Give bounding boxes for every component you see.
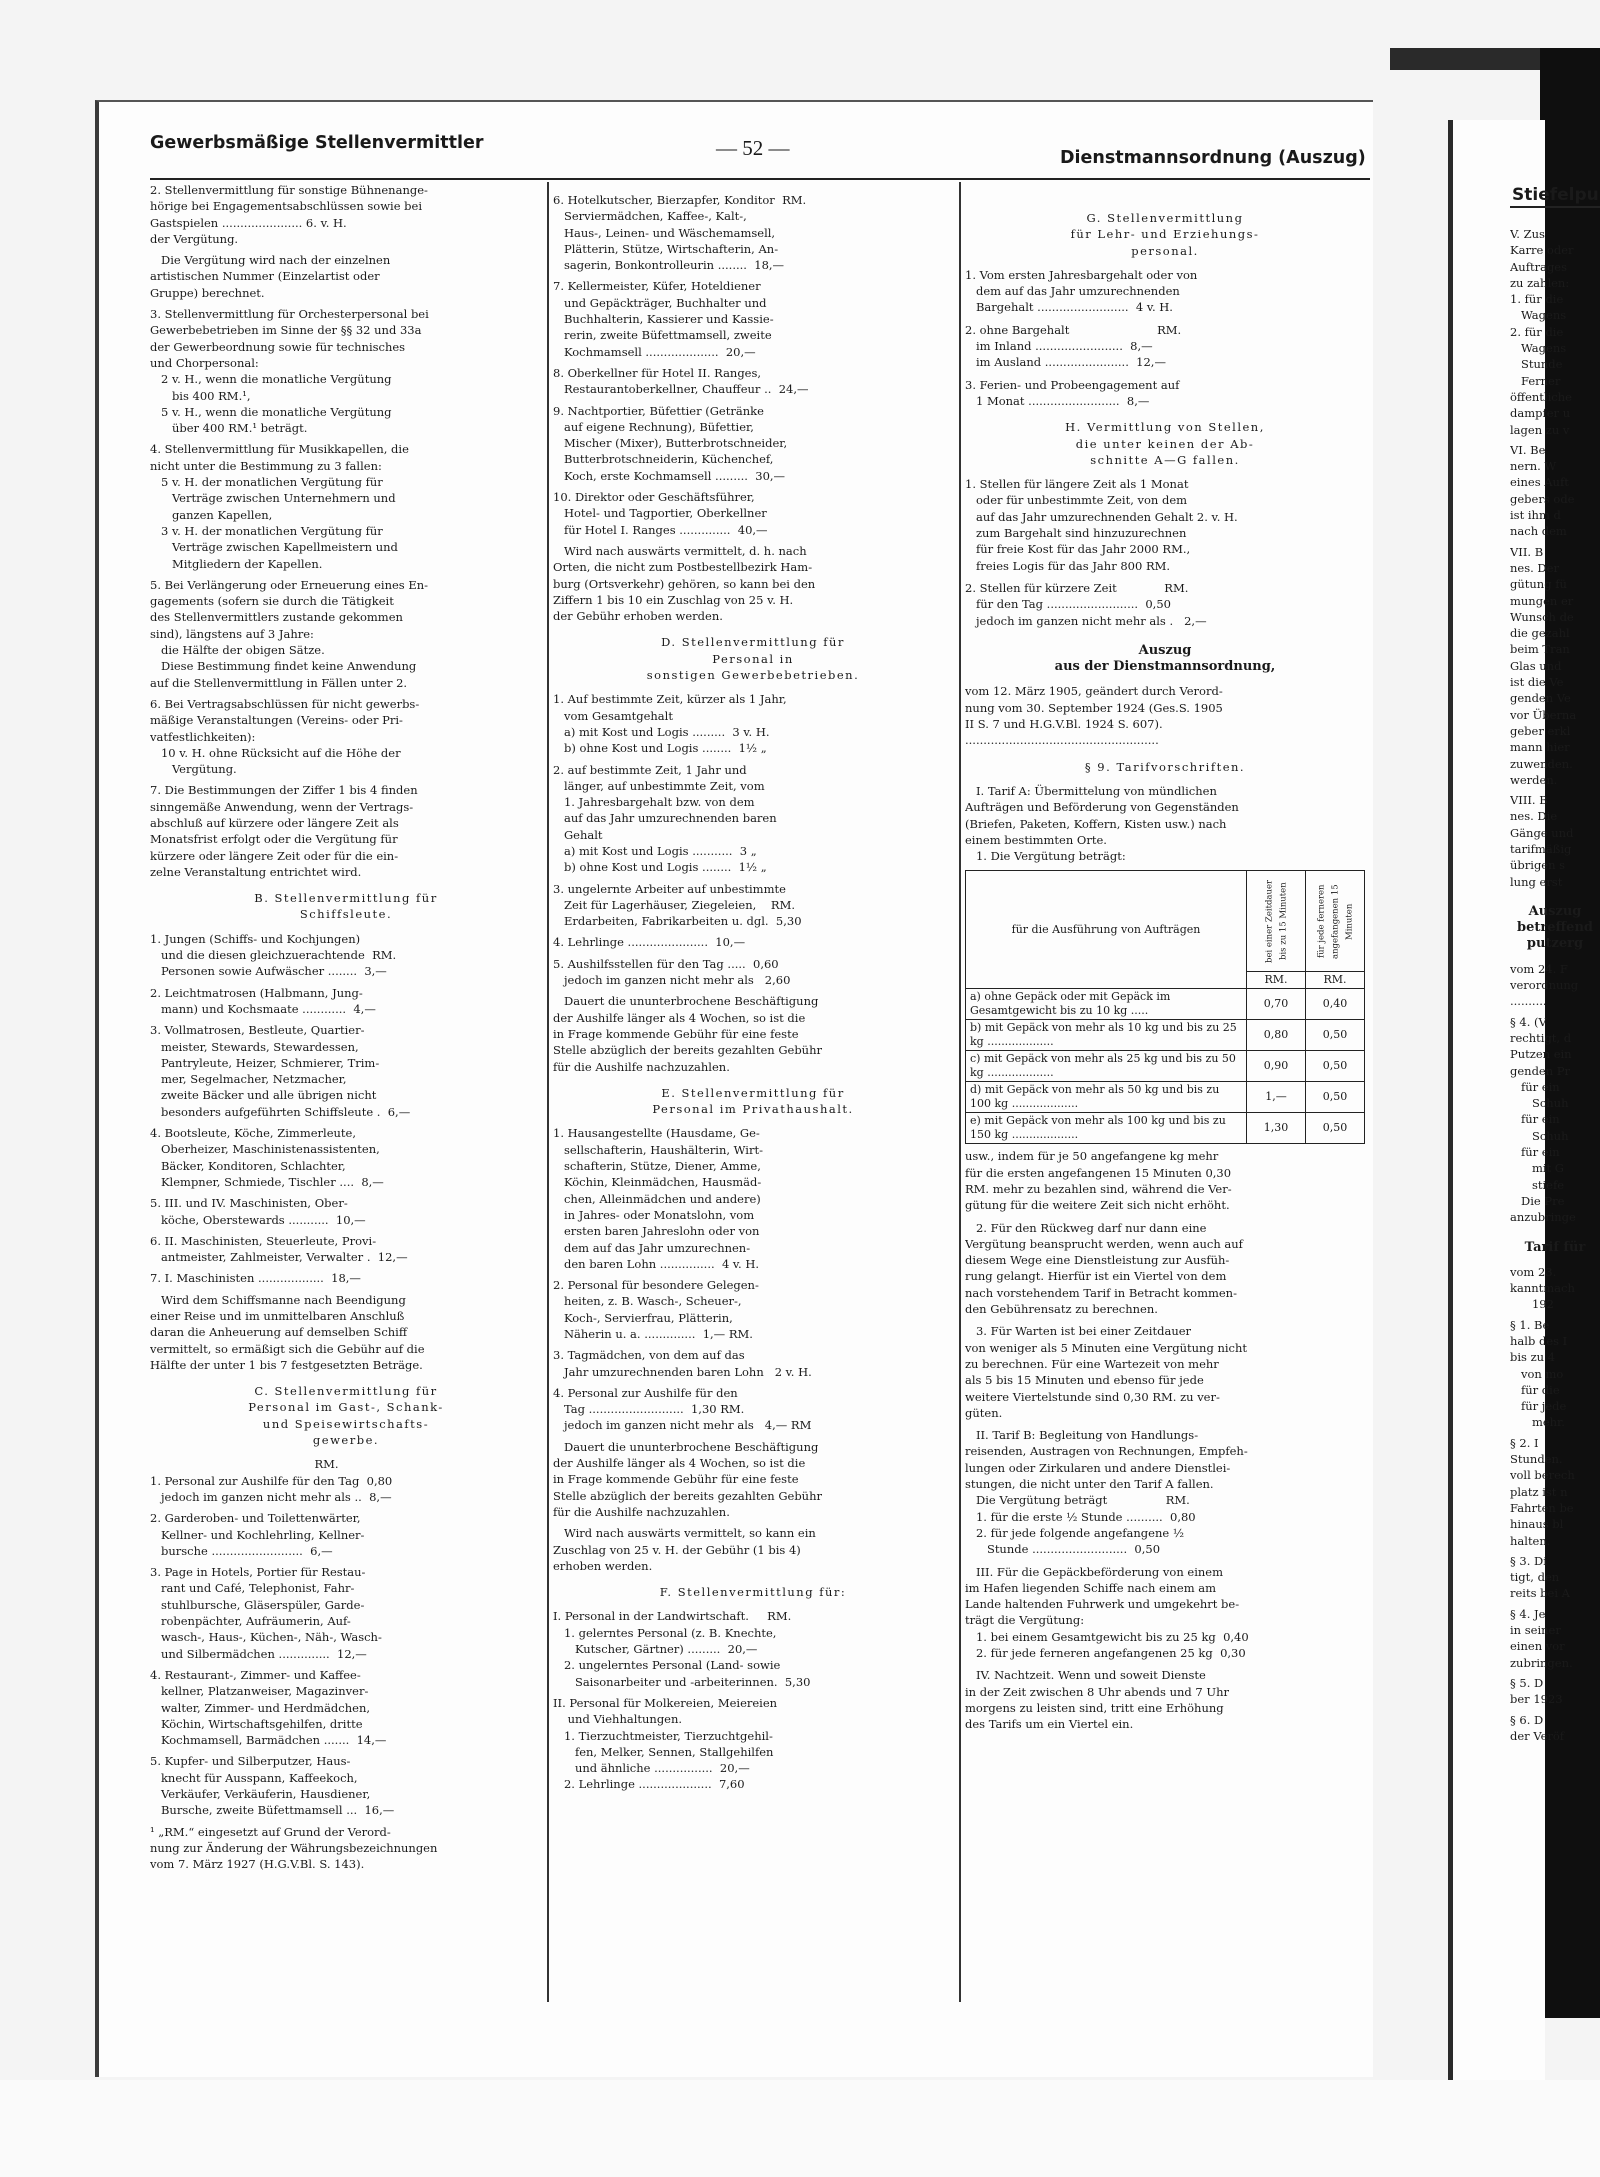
row-value-2: 0,50 <box>1306 1020 1365 1051</box>
col4-paragraph: VIII. B nes. Die Gänge und tarifmäßig übrigen s lung erst <box>1510 793 1574 889</box>
row-value-1: 0,70 <box>1247 989 1306 1020</box>
col2-paragraph: Wird nach auswärts vermittelt, d. h. nach Orten, die nicht zum Postbestellbezirk Ham- burg (Ortsverkehr) gehören, so kann bei den Ziffern 1 bis 10 ein Zuschlag von 25 v. H. der Gebühr erhoben werden. <box>553 543 816 624</box>
row-label: e) mit Gepäck von mehr als 100 kg und bis zu 150 kg ................... <box>966 1113 1247 1144</box>
col2-paragraph: 1. Auf bestimmte Zeit, kürzer als 1 Jahr, vom Gesamtgehalt a) mit Kost und Logis ......... 3 v. H. b) ohne Kost und Logis ........ 1½ „ <box>553 692 787 756</box>
col1-paragraph: 3. Stellenvermittlung für Orchesterpersonal bei Gewerbebetrieben im Sinne der §§ 32 und 33a der Gewerbeordnung sowie für technisches und Chorpersonal: 2 v. H., wenn die monatliche Vergütung bis 400 RM.¹, 5 v. H., wenn die monatliche Vergütung über 400 RM.¹ beträgt. <box>150 307 429 436</box>
col3-paragraph: 2. ohne Bargehalt RM. im Inland ........................ 8,— im Ausland ....................... 12,— <box>965 322 1182 370</box>
column-rule-1 <box>547 182 549 2002</box>
col3-paragraph: usw., indem für je 50 angefangene kg mehr für die ersten angefangenen 15 Minuten 0,30 RM. mehr zu bezahlen sind, während die Ver- gütung für die weitere Zeit sich nicht erhöht. <box>965 1149 1232 1213</box>
page-number: — 52 — <box>716 136 790 160</box>
col2-paragraph: Dauert die ununterbrochene Beschäftigung der Aushilfe länger als 4 Wochen, so ist die in Frage kommende Gebühr für eine feste Stelle abzüglich der bereits gezahlten Gebühr für die Aushilfe nachzuzahlen. <box>553 994 822 1074</box>
text-column-1 <box>150 182 542 1992</box>
col1-paragraph: B. Stellenvermittlung für Schiffsleute. <box>254 891 438 922</box>
col2-paragraph: 4. Personal zur Aushilfe für den Tag .......................... 1,30 RM. jedoch im ganzen nicht mehr als 4,— RM <box>553 1385 812 1433</box>
next-page-header: Stiefelpu <box>1512 185 1599 205</box>
table-header-col1: bei einer Zeitdauer bis zu 15 Minuten <box>1247 871 1306 972</box>
col3-paragraph: IV. Nachtzeit. Wenn und soweit Dienste in der Zeit zwischen 8 Uhr abends und 7 Uhr morgens zu leisten sind, tritt eine Erhöhung des Tarifs um ein Viertel ein. <box>965 1668 1229 1732</box>
row-label: d) mit Gepäck von mehr als 50 kg und bis zu 100 kg ................... <box>966 1082 1247 1113</box>
col2-paragraph: Wird nach auswärts vermittelt, so kann ein Zuschlag von 25 v. H. der Gebühr (1 bis 4) erhoben werden. <box>553 1526 816 1573</box>
col2-paragraph: II. Personal für Molkereien, Meiereien und Viehhaltungen. 1. Tierzuchtmeister, Tierzuchtgehil- fen, Melker, Sennen, Stallgehilfen und ähnliche ................ 20,— 2. Lehrlinge .................... 7,60 <box>553 1695 778 1792</box>
col1-paragraph: 5. Bei Verlängerung oder Erneuerung eines En- gagements (sofern sie durch die Tätigkeit des Stellenvermittlers zustande gekommen sind), längstens auf 3 Jahre: die Hälfte der obigen Sätze. Diese Bestimmung findet keine Anwendung auf die Stellenvermittlung in Fällen unter 2. <box>150 577 429 690</box>
col1-paragraph: 5. Kupfer- und Silberputzer, Haus- knecht für Ausspann, Kaffeekoch, Verkäufer, Verkäuferin, Hausdiener, Bursche, zweite Büfettmamsell ... 16,— <box>150 1754 395 1818</box>
col4-paragraph: VII. B nes. Der gütung fü mungen er Wunsch de die gezahl beim Tran Glas und ist die Ve genden Ve vor Überna geber erkl mann hier zuwenden. werden. <box>1510 544 1577 787</box>
col2-paragraph: I. Personal in der Landwirtschaft. RM. 1. gelerntes Personal (z. B. Knechte, Kutscher, Gärtner) ......... 20,— 2. ungelerntes Personal (Land- sowie Saisonarbeiter und -arbeiterinnen. 5,30 <box>553 1609 811 1689</box>
col1-paragraph: ¹ „RM.“ eingesetzt auf Grund der Verord- nung zur Änderung der Währungsbezeichnungen vom 7. März 1927 (H.G.V.Bl. S. 143). <box>150 1824 438 1872</box>
col1-paragraph: 4. Bootsleute, Köche, Zimmerleute, Oberheizer, Maschinistenassistenten, Bäcker, Konditoren, Schlachter, Klempner, Schmiede, Tischler .... 8,— <box>150 1126 384 1189</box>
col1-paragraph: 1. Jungen (Schiffs- und Kochjungen) und die diesen gleichzuerachtende RM. Personen sowie Aufwäscher ........ 3,— <box>150 931 397 979</box>
col1-paragraph: 4. Stellenvermittlung für Musikkapellen, die nicht unter die Bestimmung zu 3 fallen: 5 v. H. der monatlichen Vergütung für Verträge zwischen Unternehmern und ganzen Kapellen, 3 v. H. der monatlichen Vergütung für Verträge zwischen Kapellmeistern und Mitgliedern der Kapellen. <box>150 442 409 571</box>
col2-paragraph: 6. Hotelkutscher, Bierzapfer, Konditor RM. Serviermädchen, Kaffee-, Kalt-, Haus-, Leinen- und Wäschemamsell, Plätterin, Stütze, Wirtschafterin, An- sagerin, Bonkontrolleurin ........ 18,— <box>553 193 807 273</box>
col2-paragraph: 7. Kellermeister, Küfer, Hoteldiener und Gepäckträger, Buchhalter und Buchhalterin, Kassierer und Kassie- rerin, zweite Büfettmamsell, zweite Kochmamsell .................... 20,— <box>553 279 774 359</box>
col1-paragraph: Wird dem Schiffsmanne nach Beendigung einer Reise und im unmittelbaren Anschluß daran die Anheuerung auf demselben Schiff vermittelt, so ermäßigt sich die Gebühr auf die Hälfte der unter 1 bis 7 festgesetzten Beträge. <box>150 1292 425 1372</box>
col3-paragraph: 2. Für den Rückweg darf nur dann eine Vergütung beansprucht werden, wenn auch auf diesem Wege eine Dienstleistung zur Ausfüh- rung gelangt. Hierfür ist ein Viertel von dem nach vorstehendem Tarif in Betracht kommen- den Gebührensatz zu berechnen. <box>965 1220 1243 1317</box>
row-value-1: 0,90 <box>1247 1051 1306 1082</box>
col3-paragraph: G. Stellenvermittlung für Lehr- und Erziehungs- personal. <box>1070 211 1260 258</box>
running-header-right: Dienstmannsordnung (Auszug) <box>1060 148 1366 168</box>
row-value-1: 1,— <box>1247 1082 1306 1113</box>
running-header-left: Gewerbsmäßige Stellenvermittler <box>150 133 484 153</box>
table-row <box>966 1113 1365 1144</box>
col1-paragraph: 6. Bei Vertragsabschlüssen für nicht gewerbs- mäßige Veranstaltungen (Vereins- oder Pri- vatfestlichkeiten): 10 v. H. ohne Rücksicht auf die Höhe der Vergütung. <box>150 696 420 777</box>
col3-paragraph: § 9. Tarifvorschriften. <box>1084 759 1246 774</box>
row-label: a) ohne Gepäck oder mit Gepäck im Gesamtgewicht bis zu 10 kg ..... <box>966 989 1247 1020</box>
table-unit-2: RM. <box>1306 972 1365 989</box>
col1-paragraph: 2. Stellenvermittlung für sonstige Bühnenange- hörige bei Engagementsabschlüssen sowie bei Gastspielen ...................... 6. v. H. der Vergütung. <box>150 183 428 246</box>
col3-paragraph: Auszug aus der Dienstmannsordnung, <box>1054 642 1276 675</box>
col2-paragraph: 5. Aushilfsstellen für den Tag ..... 0,60 jedoch im ganzen nicht mehr als 2,60 <box>553 956 791 988</box>
next-page-header-rule <box>1510 206 1600 208</box>
scan-background <box>0 2080 1600 2177</box>
col1-paragraph: 6. II. Maschinisten, Steuerleute, Provi- antmeister, Zahlmeister, Verwalter . 12,— <box>150 1233 408 1265</box>
header-rule <box>150 178 1370 180</box>
col3-paragraph: 1. Stellen für längere Zeit als 1 Monat oder für unbestimmte Zeit, von dem auf das Jahr umzurechnenden Gehalt 2. v. H. zum Bargehalt sind hinzuzurechnen für freie Kost für das Jahr 2000 RM., freies Logis für das Jahr 800 RM. <box>965 477 1238 573</box>
col3-paragraph: vom 12. März 1905, geändert durch Verord- nung vom 30. September 1924 (Ges.S. 1905 II S. 7 und H.G.V.Bl. 1924 S. 607). ..................................................... <box>965 684 1223 748</box>
col1-paragraph: RM. 1. Personal zur Aushilfe für den Tag 0,80 jedoch im ganzen nicht mehr als .. 8,— <box>150 1457 393 1504</box>
table-header-col2: für jede ferneren angefangenen 15 Minuten <box>1306 871 1365 972</box>
row-value-1: 0,80 <box>1247 1020 1306 1051</box>
row-value-2: 0,50 <box>1306 1113 1365 1144</box>
row-value-2: 0,40 <box>1306 989 1365 1020</box>
col4-paragraph: § 5. D ber 1923 <box>1510 1675 1563 1707</box>
col4-paragraph: V. Zus Karre oder Auftrages zu zahlen: 1. für die Wagens 2. für die Wagens Stunde Ferner öffentliche dampfer u lagen zu v <box>1510 227 1574 437</box>
col4-paragraph: § 1. Be halb des I bis zu 4 von mo für die für jede mehr. <box>1510 1317 1568 1430</box>
col4-paragraph: Tarif für <box>1524 1239 1586 1255</box>
col2-paragraph: E. Stellenvermittlung für Personal im Privathaushalt. <box>652 1085 854 1117</box>
tariff-table <box>965 870 1365 1144</box>
col3-paragraph: III. Für die Gepäckbeförderung von einem im Hafen liegenden Schiffe nach einem am Lande haltenden Fuhrwerk und umgekehrt be- trägt die Vergütung: 1. bei einem Gesamtgewicht bis zu 25 kg 0,40 2. für jede ferneren angefangenen 25 kg 0,30 <box>965 1564 1249 1660</box>
table-row <box>966 989 1365 1020</box>
column-rule-2 <box>959 182 961 2002</box>
col2-paragraph: Dauert die ununterbrochene Beschäftigung der Aushilfe länger als 4 Wochen, so ist die in Frage kommende Gebühr für eine feste Stelle abzüglich der bereits gezahlten Gebühr für die Aushilfe nachzuzahlen. <box>553 1439 822 1519</box>
col1-paragraph: 5. III. und IV. Maschinisten, Ober- köche, Oberstewards ........... 10,— <box>150 1196 366 1227</box>
row-label: c) mit Gepäck von mehr als 25 kg und bis zu 50 kg ................... <box>966 1051 1247 1082</box>
col4-paragraph: vom 23. kanntmach 192 <box>1510 1264 1575 1312</box>
col2-paragraph: 1. Hausangestellte (Hausdame, Ge- sellschafterin, Haushälterin, Wirt- schafterin, Stütze, Diener, Amme, Köchin, Kleinmädchen, Hausmäd- chen, Alleinmädchen und andere) in Jahres- oder Monatslohn, vom ersten baren Jahreslohn oder von dem auf das Jahr umzurechnen- den baren Lohn ............... 4 v. H. <box>553 1126 763 1271</box>
col2-paragraph: 9. Nachtportier, Büfettier (Getränke auf eigene Rechnung), Büfettier, Mischer (Mixer), Butterbrotschneider, Butterbrotschneiderin, Küchenchef, Koch, erste Kochmamsell ......... 30,— <box>553 403 788 483</box>
col4-paragraph: § 4. Je in seiner einen vor zubringen. <box>1510 1606 1573 1670</box>
col3-paragraph: 1. Vom ersten Jahresbargehalt oder von dem auf das Jahr umzurechnenden Bargehalt ......................... 4 v. H. <box>965 267 1198 315</box>
col2-paragraph: 2. Personal für besondere Gelegen- heiten, z. B. Wasch-, Scheuer-, Koch-, Servierfrau, Plätterin, Näherin u. a. .............. 1,— RM. <box>553 1278 759 1341</box>
col4-paragraph: VI. Be nern. W eines Auft gebers ode ist ihm d nach dem <box>1510 442 1575 539</box>
col1-paragraph: 7. I. Maschinisten .................. 18,— <box>150 1271 361 1286</box>
col3-paragraph: 3. Ferien- und Probeengagement auf 1 Monat ......................... 8,— <box>965 377 1180 408</box>
col1-paragraph: C. Stellenvermittlung für Personal im Gast-, Schank- und Speisewirtschafts- gewerbe. <box>248 1384 444 1448</box>
col1-paragraph: Die Vergütung wird nach der einzelnen artistischen Nummer (Einzelartist oder Gruppe) berechnet. <box>150 253 391 300</box>
table-row <box>966 1082 1365 1113</box>
row-value-2: 0,50 <box>1306 1082 1365 1113</box>
col4-paragraph: § 6. D der Veröf <box>1510 1712 1565 1743</box>
row-value-2: 0,50 <box>1306 1051 1365 1082</box>
col1-paragraph: 7. Die Bestimmungen der Ziffer 1 bis 4 finden sinngemäße Anwendung, wenn der Vertrags- abschluß auf kürzere oder längere Zeit als Monatsfrist erfolgt oder die Vergütung für kürzere oder längere Zeit oder für die ein- zelne Veranstaltung entrichtet wird. <box>150 783 418 879</box>
text-column-next-page <box>1510 226 1600 2026</box>
col2-paragraph: F. Stellenvermittlung für: <box>659 1585 847 1600</box>
col1-paragraph: 2. Garderoben- und Toilettenwärter, Kellner- und Kochlehrling, Kellner- bursche ......................... 6,— <box>150 1511 365 1558</box>
col2-paragraph: 3. ungelernte Arbeiter auf unbestimmte Zeit für Lagerhäuser, Ziegeleien, RM. Erdarbeiten, Fabrikarbeiten u. dgl. 5,30 <box>553 881 802 929</box>
col2-paragraph: 4. Lehrlinge ...................... 10,— <box>553 935 746 950</box>
table-unit-1: RM. <box>1247 972 1306 989</box>
col2-paragraph: D. Stellenvermittlung für Personal in sonstigen Gewerbebetrieben. <box>646 635 860 683</box>
col3-paragraph: 3. Für Warten ist bei einer Zeitdauer von weniger als 5 Minuten eine Vergütung nicht zu berechnen. Für eine Wartezeit von mehr als 5 bis 15 Minuten und ebenso für jede weitere Viertelstunde sind 0,30 RM. zu ver- güten. <box>965 1324 1248 1420</box>
col3-paragraph: H. Vermittlung von Stellen, die unter keinen der Ab- schnitte A—G fallen. <box>1065 420 1265 467</box>
col2-paragraph: 10. Direktor oder Geschäftsführer, Hotel- und Tagportier, Oberkellner für Hotel I. Ranges .............. 40,— <box>553 490 768 537</box>
table-row <box>966 1051 1365 1082</box>
col2-paragraph: 3. Tagmädchen, von dem auf das Jahr umzurechnenden baren Lohn 2 v. H. <box>553 1348 812 1379</box>
row-value-1: 1,30 <box>1247 1113 1306 1144</box>
col3-paragraph: 2. Stellen für kürzere Zeit RM. für den Tag ......................... 0,50 jedoch im ganzen nicht mehr als . 2,— <box>965 580 1207 628</box>
col1-paragraph: 3. Page in Hotels, Portier für Restau- rant und Café, Telephonist, Fahr- stuhlbursche, Gläserspüler, Garde- robenpächter, Aufräumerin, Auf- wasch-, Haus-, Küchen-, Näh-, Wasch- und Silbermädchen .............. 12,— <box>150 1565 382 1661</box>
col1-paragraph: 2. Leichtmatrosen (Halbmann, Jung- mann) und Kochsmaate ............ 4,— <box>150 985 376 1016</box>
col4-paragraph: § 3. Di tigt, den reits bei A <box>1510 1553 1570 1601</box>
table-row <box>966 1020 1365 1051</box>
table-header-main: für die Ausführung von Aufträgen <box>966 871 1247 989</box>
col4-paragraph: § 2. I Stunden. voll berech platz ist n Fahrten be hinaus bl halten. <box>1510 1435 1575 1548</box>
text-column-3 <box>965 200 1365 2000</box>
col1-paragraph: 3. Vollmatrosen, Bestleute, Quartier- meister, Stewards, Stewardessen, Pantryleute, Heizer, Schmierer, Trim- mer, Segelmacher, Netzmacher, zweite Bäcker und alle übrigen nicht besonders aufgeführten Schiffsleute . 6,— <box>150 1023 411 1119</box>
row-label: b) mit Gepäck von mehr als 10 kg und bis zu 25 kg ................... <box>966 1020 1247 1051</box>
col1-paragraph: 4. Restaurant-, Zimmer- und Kaffee- kellner, Platzanweiser, Magazinver- walter, Zimmer- und Herdmädchen, Köchin, Wirtschaftsgehilfen, dritte Kochmamsell, Barmädchen ....... 14,— <box>150 1667 387 1748</box>
col2-paragraph: 8. Oberkellner für Hotel II. Ranges, Restaurantoberkellner, Chauffeur .. 24,— <box>553 365 809 397</box>
col3-paragraph: I. Tarif A: Übermittelung von mündlichen Aufträgen und Beförderung von Gegenständen (Briefen, Paketen, Koffern, Kisten usw.) nach einem bestimmten Orte. 1. Die Vergütung beträgt: <box>965 783 1239 864</box>
col3-paragraph: II. Tarif B: Begleitung von Handlungs- reisenden, Austragen von Rechnungen, Empfeh- lungen oder Zirkularen und andere Dienstlei- stungen, die nicht unter den Tarif A fallen. Die Vergütung beträgt RM. 1. für die erste ½ Stunde .......... 0,80 2. für jede folgende angefangene ½ Stunde .......................... 0,50 <box>965 1428 1248 1557</box>
col2-paragraph: 2. auf bestimmte Zeit, 1 Jahr und länger, auf unbestimmte Zeit, vom 1. Jahresbargehalt bzw. von dem auf das Jahr umzurechnenden baren Gehalt a) mit Kost und Logis ........... 3 „ b) ohne Kost und Logis ........ 1½ „ <box>553 762 777 875</box>
col4-paragraph: Auszug betreffend putzerg <box>1517 903 1593 952</box>
col4-paragraph: vom 24. F verordnung .......... <box>1510 961 1579 1009</box>
col4-paragraph: § 4. (V rechtigt, d Putzen ein genden Pr für ein Schuh für ein Schuh für ein mit G stiefe Die Pre anzubringe <box>1510 1014 1576 1225</box>
text-column-2 <box>553 192 953 2002</box>
